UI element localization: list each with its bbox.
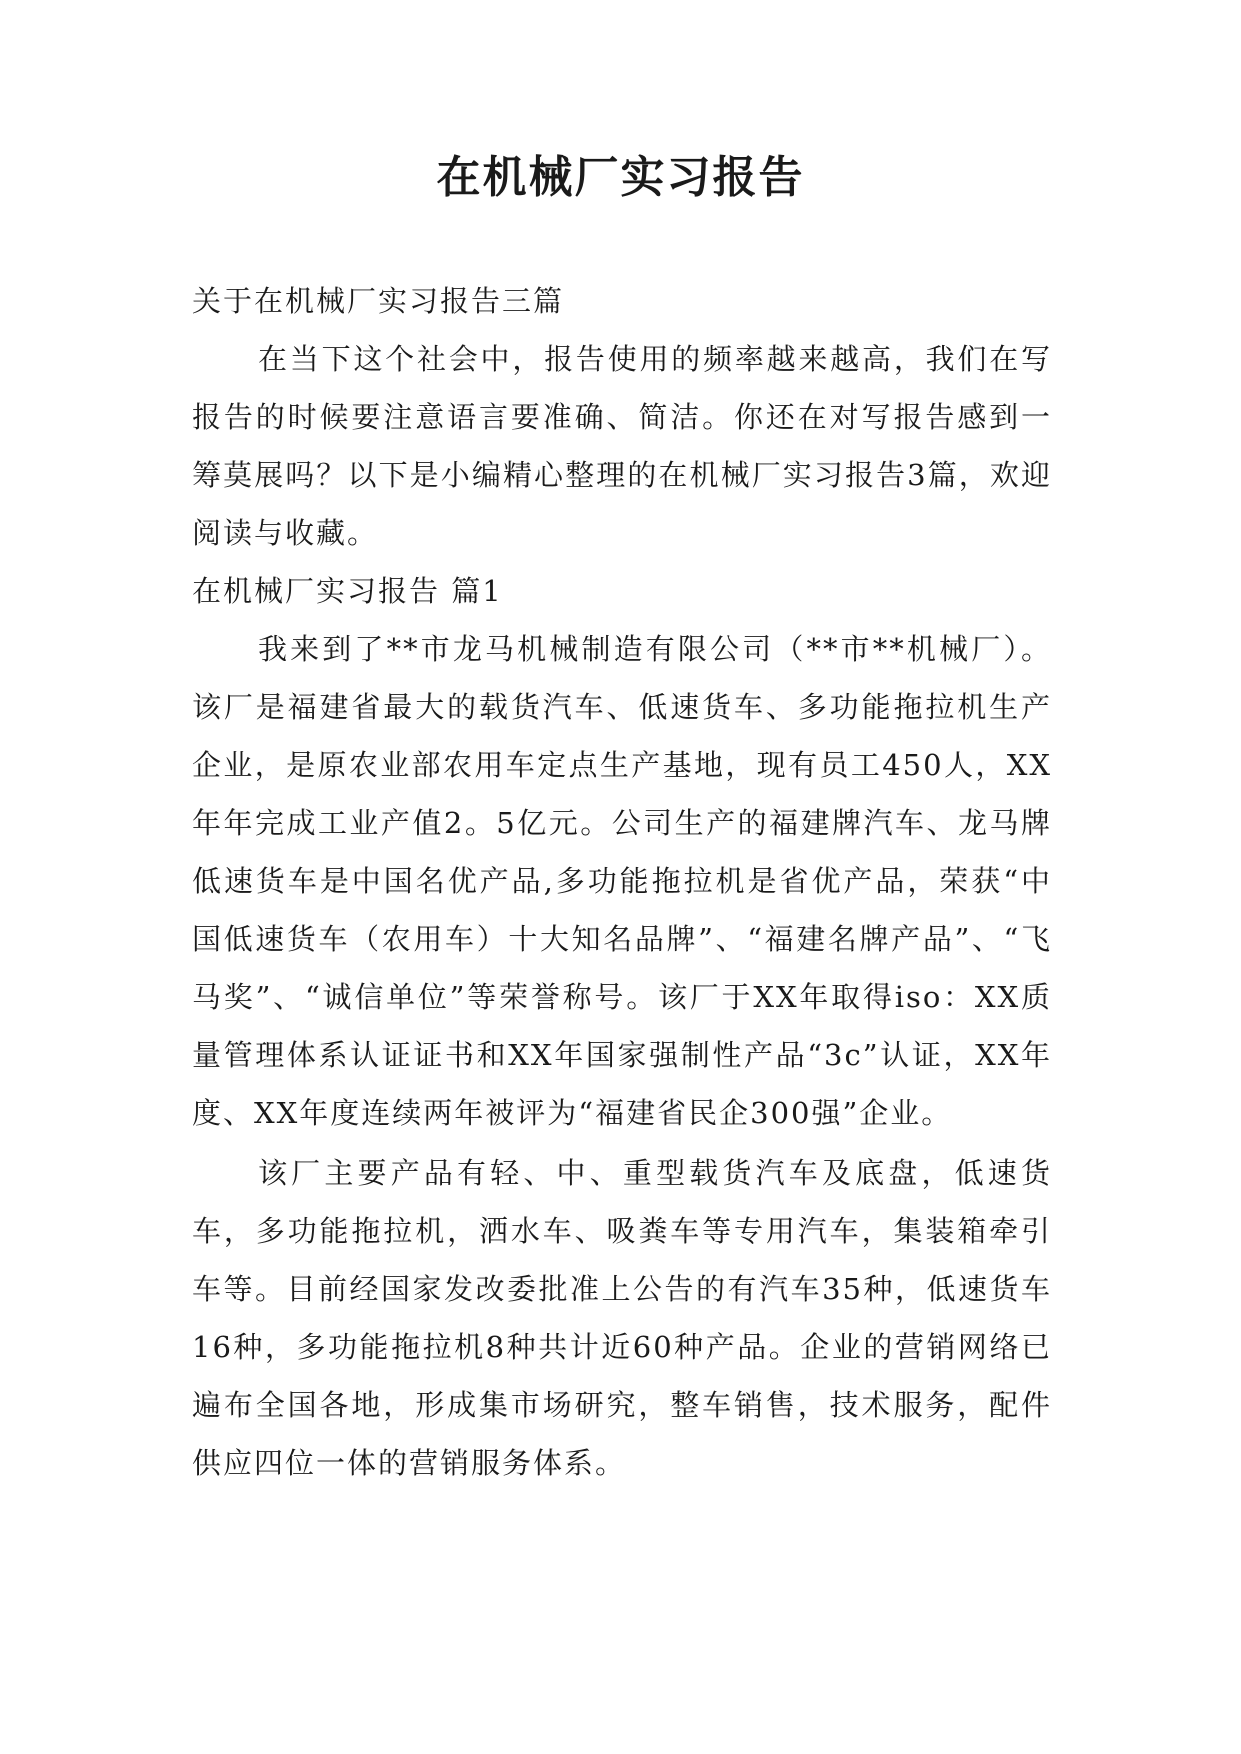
document-body [192, 272, 1052, 1492]
body-paragraph-1: 我来到了**市龙马机械制造有限公司（**市**机械厂）。该厂是福建省最大的载货汽车、低速货车、多功能拖拉机生产企业，是原农业部农用车定点生产基地，现有员工450人，XX年年完成工业产值2。5亿元。公司生产的福建牌汽车、龙马牌低速货车是中国名优产品,多功能拖拉机是省优产品，荣获“中国低速货车（农用车）十大知名品牌”、“福建名牌产品”、“飞马奖”、“诚信单位”等荣誉称号。该厂于XX年取得iso：XX质量管理体系认证证书和XX年国家强制性产品“3c”认证，XX年度、XX年度连续两年被评为“福建省民企300强”企业。 [192, 632, 1052, 1130]
intro-paragraph: 在当下这个社会中，报告使用的频率越来越高，我们在写报告的时候要注意语言要准确、简洁。你还在对写报告感到一筹莫展吗？以下是小编精心整理的在机械厂实习报告3篇，欢迎阅读与收藏。 [192, 342, 1052, 550]
document-subtitle: 关于在机械厂实习报告三篇 [192, 284, 565, 318]
body-paragraph-2: 该厂主要产品有轻、中、重型载货汽车及底盘，低速货车，多功能拖拉机，洒水车、吸粪车等专用汽车，集装箱牵引车等。目前经国家发改委批准上公告的有汽车35种，低速货车16种，多功能拖拉机8种共计近60种产品。企业的营销网络已遍布全国各地，形成集市场研究，整车销售，技术服务，配件供应四位一体的营销服务体系。 [192, 1156, 1052, 1480]
section-heading: 在机械厂实习报告 篇1 [192, 574, 503, 608]
page-title: 在机械厂实习报告 [436, 152, 805, 203]
